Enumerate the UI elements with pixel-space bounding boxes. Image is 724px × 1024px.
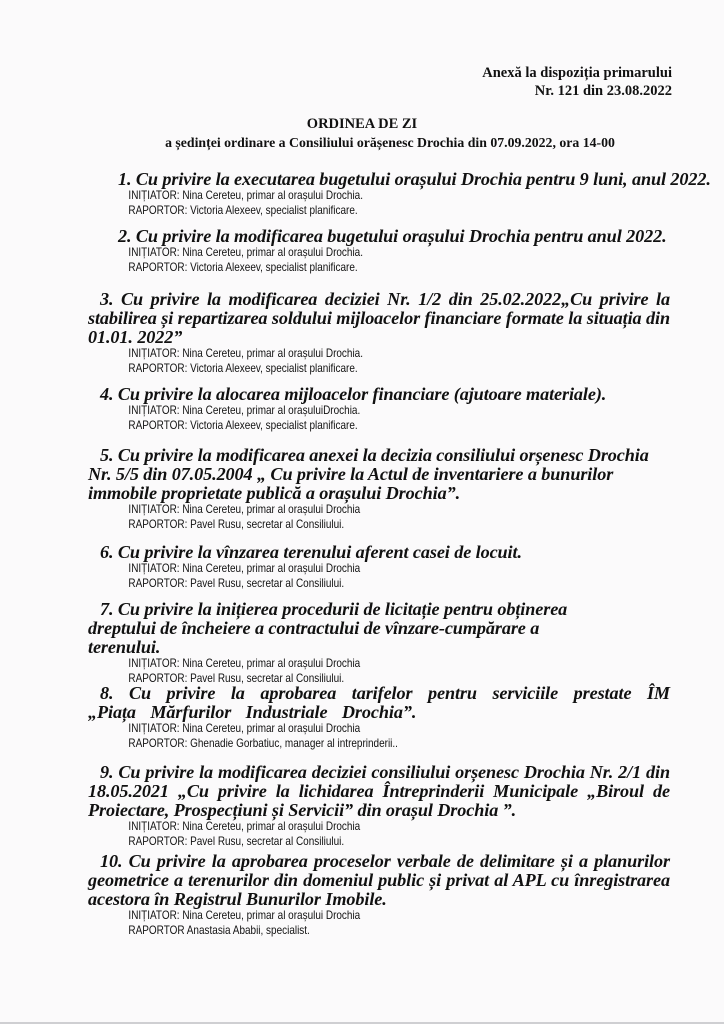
agenda-item-6 [88, 543, 670, 591]
agenda-item-heading: 3. Cu privire la modificarea deciziei Nr. 1/2 din 25.02.2022„Cu privire la stabilirea și repartizarea soldului mijloacelor financiare formate la situația din 01.01. 2022” [88, 289, 670, 347]
agenda-item-heading: 7. Cu privire la inițierea procedurii de licitație pentru obținerea dreptului de încheiere a contractului de vînzare-cumpărare a terenului. [88, 599, 568, 657]
agenda-item-heading: 10. Cu privire la aprobarea proceselor verbale de delimitare și a planurilor geometrice a terenurilor din domeniul public și privat al APL cu înregistrarea acestora în Registrul Bunurilor Imobile. [88, 851, 670, 909]
agenda-item-heading: 2. Cu privire la modificarea bugetului orașului Drochia pentru anul 2022. [118, 226, 667, 246]
agenda-item-heading: 5. Cu privire la modificarea anexei la decizia consiliului orșenesc Drochia Nr. 5/5 din 07.05.2004 „ Cu privire la Actul de inventariere a bunurilor immobile proprietate publică a orașului Drochia”. [88, 445, 649, 503]
agenda-item-initiator: INIȚIATOR: Nina Cereteu, primar al orașului Drochia. [128, 347, 363, 360]
agenda-item-raportor: RAPORTOR: Victoria Alexeev, specialist planificare. [128, 260, 358, 274]
agenda-item-3 [88, 290, 670, 376]
agenda-item-raportor: RAPORTOR: Victoria Alexeev, specialist planificare. [128, 418, 358, 432]
agenda-item-2 [88, 227, 670, 275]
agenda-item-raportor: RAPORTOR: Pavel Rusu, secretar al Consiliului. [128, 517, 345, 531]
agenda-item-initiator: INIȚIATOR: Nina Cereteu, primar al orașuluiDrochia. [128, 404, 361, 417]
agenda-item-raportor: RAPORTOR Anastasia Ababii, specialist. [128, 923, 310, 937]
agenda-item-heading: 1. Cu privire la executarea bugetului orașului Drochia pentru 9 luni, anul 2022. [118, 169, 711, 189]
agenda-item-raportor: RAPORTOR: Pavel Rusu, secretar al Consiliului. [128, 576, 345, 590]
document-title: ORDINEA DE ZI [306, 116, 418, 132]
agenda-item-initiator: INIȚIATOR: Nina Cereteu, primar al orașului Drochia [128, 503, 361, 516]
agenda-item-1 [88, 169, 711, 218]
agenda-item-initiator: INIȚIATOR: Nina Cereteu, primar al orașului Drochia [128, 722, 361, 735]
agenda-item-initiator: INIȚIATOR: Nina Cereteu, primar al orașului Drochia [128, 562, 361, 575]
agenda-item-initiator: INIȚIATOR: Nina Cereteu, primar al orașului Drochia [128, 909, 361, 922]
annex-reference [482, 64, 672, 100]
agenda-item-initiator: INIȚIATOR: Nina Cereteu, primar al orașului Drochia [128, 657, 361, 670]
agenda-item-5 [88, 446, 670, 532]
agenda-item-10 [88, 852, 670, 938]
agenda-item-raportor: RAPORTOR: Pavel Rusu, secretar al Consiliului. [128, 671, 345, 685]
agenda-item-initiator: INIȚIATOR: Nina Cereteu, primar al orașului Drochia [128, 820, 361, 833]
agenda-item-raportor: RAPORTOR: Ghenadie Gorbatiuc, manager al intreprinderii.. [128, 736, 398, 750]
agenda-item-initiator: INIȚIATOR: Nina Cereteu, primar al orașului Drochia. [128, 189, 363, 202]
agenda-item-raportor: RAPORTOR: Pavel Rusu, secretar al Consiliului. [128, 834, 345, 848]
annex-line-1: Anexă la dispoziția primarului [482, 65, 672, 81]
agenda-item-8 [88, 684, 670, 751]
agenda-item-raportor: RAPORTOR: Victoria Alexeev, specialist planificare. [128, 203, 358, 217]
agenda-item-heading: 9. Cu privire la modificarea deciziei consiliului orșenesc Drochia Nr. 2/1 din 18.05.2021 „Cu privire la lichidarea Întreprinderii Municipale „Biroul de Proiectare, Prospecțiuni și Servicii” din orașul Drochia ”. [88, 762, 670, 820]
agenda-item-heading: 8. Cu privire la aprobarea tarifelor pentru serviciile prestate ÎM „Piața Mărfurilor Industriale Drochia”. [88, 683, 670, 722]
agenda-item-4 [88, 385, 670, 433]
agenda-item-raportor: RAPORTOR: Victoria Alexeev, specialist planificare. [128, 361, 358, 375]
agenda-item-9 [88, 763, 670, 849]
annex-line-2: Nr. 121 din 23.08.2022 [534, 83, 672, 99]
agenda-item-heading: 6. Cu privire la vînzarea terenului aferent casei de locuit. [100, 542, 522, 562]
document-subtitle: a ședinței ordinare a Consiliului orășenesc Drochia din 07.09.2022, ora 14-00 [165, 135, 615, 150]
agenda-item-heading: 4. Cu privire la alocarea mijloacelor financiare (ajutoare materiale). [100, 384, 607, 404]
agenda-item-initiator: INIȚIATOR: Nina Cereteu, primar al orașului Drochia. [128, 246, 363, 259]
agenda-item-7 [88, 600, 670, 686]
